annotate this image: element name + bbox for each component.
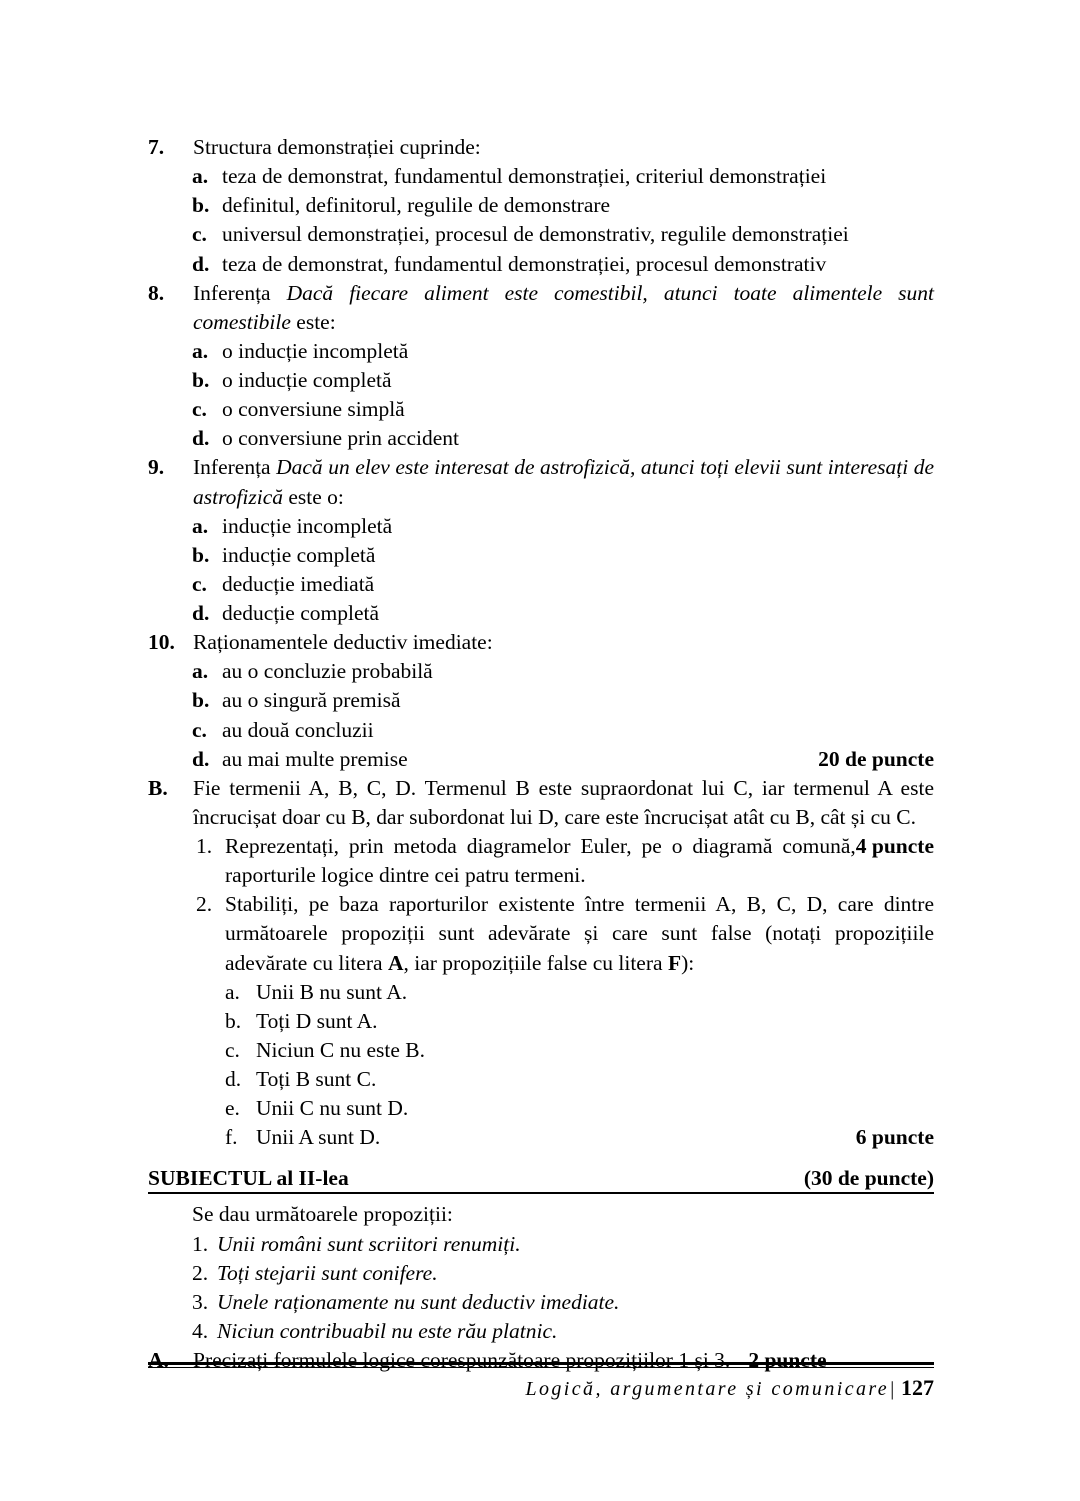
section-points: (30 de puncte) — [803, 1166, 934, 1191]
option-text: o conversiune prin accident — [222, 426, 460, 451]
subitem-marker: a. — [225, 979, 240, 1004]
subitem-text: Niciun C nu este B. — [256, 1037, 425, 1062]
option-marker: d. — [192, 426, 210, 451]
question-8-number: 8. — [148, 280, 165, 305]
option-marker: c. — [192, 397, 207, 422]
question-10 — [148, 628, 934, 657]
option-text: universul demonstrației, procesul de demonstrativ, regulile demonstrației — [222, 222, 849, 247]
question-7-stem: Structura demonstrației cuprinde: — [193, 135, 481, 159]
question-9-option-c — [192, 570, 934, 599]
option-text: au o singură premisă — [222, 688, 401, 713]
subitem-text: Toți B sunt C. — [256, 1067, 377, 1091]
option-text: teza de demonstrat, fundamentul demonstrației, procesul demonstrativ — [222, 251, 827, 276]
part-b-subitem-e — [225, 1094, 934, 1123]
question-7-option-d — [192, 250, 934, 279]
points-badge: 4 puncte — [855, 834, 934, 858]
question-10-stem: Raționamentele deductiv imediate: — [193, 630, 493, 655]
question-9-number: 9. — [148, 455, 165, 480]
proposition-marker: 4. — [192, 1318, 209, 1343]
proposition-marker: 2. — [192, 1260, 209, 1285]
page-footer — [148, 1362, 934, 1401]
subitem-marker: d. — [225, 1067, 242, 1091]
option-marker: b. — [192, 193, 210, 218]
sub-item-pre: Stabiliți, pe baza raporturilor existente între termenii A, B, C, D, care dintre următoarele propoziții sunt adevărate și care sunt false (notați propozițiile adevărate cu litera — [225, 892, 934, 975]
question-10-option-d — [192, 745, 934, 774]
question-9 — [148, 453, 934, 511]
proposition-3 — [192, 1288, 934, 1317]
option-text: au o concluzie probabilă — [222, 659, 433, 684]
footer-title: Logică, argumentare și comunicare| — [525, 1378, 897, 1400]
part-b-item-2 — [196, 890, 934, 977]
subitem-text: Toți D sunt A. — [256, 1008, 378, 1033]
stem-pre: Inferența — [193, 455, 277, 480]
question-8-stem — [193, 279, 934, 337]
section-heading-subiectul-2 — [148, 1166, 934, 1194]
part-b-intro: Fie termenii A, B, C, D. Termenul B este supraordonat lui C, iar termenul A este încrucișat doar cu B, dar subordonat lui D, care este încrucișat atât cu B, cât și cu C. — [193, 775, 934, 829]
footer-caption — [148, 1375, 934, 1401]
option-text: deducție completă — [222, 601, 379, 625]
question-8-option-c — [192, 395, 934, 424]
option-marker: c. — [192, 222, 207, 247]
literal-a: A — [387, 950, 404, 975]
option-marker: d. — [192, 601, 210, 625]
page-content — [148, 133, 934, 1375]
option-marker: a. — [192, 164, 209, 189]
subitem-text: Unii B nu sunt A. — [256, 979, 408, 1004]
part-b-item-1 — [196, 832, 934, 890]
option-marker: a. — [192, 513, 209, 538]
option-text: au două concluzii — [222, 717, 374, 742]
subitem-text-with-points — [256, 1123, 934, 1152]
proposition-text: Unele raționamente nu sunt deductiv imediate. — [217, 1289, 620, 1314]
stem-post: este o: — [283, 484, 344, 509]
option-text: teza de demonstrat, fundamentul demonstrației, criteriul demonstrației — [222, 164, 827, 189]
question-10-option-c — [192, 716, 934, 745]
sub-item-marker: 2. — [196, 892, 213, 917]
option-text: definitul, definitorul, regulile de demonstrare — [222, 193, 611, 218]
question-7 — [148, 133, 934, 162]
part-b-subitem-c — [225, 1036, 934, 1065]
subitem-marker: e. — [225, 1096, 240, 1121]
section-title: SUBIECTUL al II-lea — [148, 1166, 349, 1191]
option-text: inducție incompletă — [222, 513, 393, 538]
subitem-marker: f. — [225, 1125, 238, 1150]
part-b-subitem-b — [225, 1007, 934, 1036]
subitem-marker: b. — [225, 1008, 242, 1033]
question-7-number: 7. — [148, 135, 165, 159]
footer-divider — [148, 1362, 934, 1368]
option-text: o conversiune simplă — [222, 397, 405, 422]
question-10-option-b — [192, 686, 934, 715]
literal-f: F — [667, 950, 682, 975]
question-8-option-b — [192, 366, 934, 395]
question-7-option-a — [192, 162, 934, 191]
proposition-2 — [192, 1259, 934, 1288]
sub-item-post: ): — [681, 950, 695, 975]
stem-pre: Inferența — [193, 280, 287, 305]
option-text: inducție completă — [222, 542, 376, 567]
sub-item-text — [225, 890, 934, 977]
option-marker: d. — [192, 746, 210, 771]
part-b-subitem-d — [225, 1065, 934, 1094]
sub-item-marker: 1. — [196, 834, 213, 858]
points-badge: 2 puncte — [748, 1348, 827, 1372]
stem-italic: Dacă fiecare aliment este comestibil, atunci toate alimentele sunt comestibile — [193, 280, 934, 334]
task-a-text: Precizați formulele logice corespunzătoare propozițiilor 1 și 3. — [193, 1348, 731, 1372]
proposition-text: Toți stejarii sunt conifere. — [217, 1260, 438, 1285]
part-b — [148, 774, 934, 832]
question-9-option-d — [192, 599, 934, 628]
question-7-option-c — [192, 220, 934, 249]
question-10-option-a — [192, 657, 934, 686]
question-8-option-d — [192, 424, 934, 453]
sub-item-text — [225, 832, 934, 890]
option-marker: b. — [192, 368, 210, 392]
part-b-subitem-a — [225, 978, 934, 1007]
part-b-marker: B. — [148, 775, 168, 800]
page-number: 127 — [901, 1375, 934, 1400]
option-text-with-points — [222, 745, 934, 774]
task-a-marker: A. — [148, 1348, 169, 1372]
option-marker: d. — [192, 251, 210, 276]
part-b-subitem-f — [225, 1123, 934, 1152]
question-8 — [148, 279, 934, 337]
proposition-text: Niciun contribuabil nu este rău platnic. — [217, 1318, 558, 1343]
points-badge: 20 de puncte — [818, 746, 934, 771]
question-9-stem — [193, 453, 934, 511]
sub-item-body: Reprezentați, prin metoda diagramelor Euler, pe o diagramă comună, raporturile logice dintre cei patru termeni. — [225, 834, 856, 888]
option-marker: a. — [192, 659, 209, 684]
subject-2-lead: Se dau următoarele propoziții: — [192, 1202, 453, 1227]
subitem-text: Unii A sunt D. — [256, 1125, 381, 1150]
option-marker: b. — [192, 688, 210, 713]
option-text: deducție imediată — [222, 571, 375, 596]
proposition-1 — [192, 1230, 934, 1259]
points-badge: 6 puncte — [855, 1125, 934, 1150]
proposition-text: Unii români sunt scriitori renumiți. — [217, 1231, 521, 1256]
stem-post: este: — [290, 309, 336, 334]
question-9-option-a — [192, 512, 934, 541]
option-marker: c. — [192, 571, 207, 596]
question-10-number: 10. — [148, 630, 175, 655]
sub-item-mid: , iar propozițiile false cu litera — [403, 950, 668, 975]
option-marker: a. — [192, 338, 209, 363]
stem-italic: Dacă un elev este interesat de astrofizică, atunci toți elevii sunt interesați de astrofizică — [193, 455, 934, 509]
proposition-marker: 1. — [192, 1231, 209, 1256]
subitem-marker: c. — [225, 1037, 240, 1062]
option-marker: c. — [192, 717, 207, 742]
question-9-option-b — [192, 541, 934, 570]
option-text: au mai multe premise — [222, 746, 408, 771]
subitem-text: Unii C nu sunt D. — [256, 1096, 409, 1121]
option-text: o inducție completă — [222, 368, 392, 392]
option-text: o inducție incompletă — [222, 338, 409, 363]
proposition-marker: 3. — [192, 1289, 209, 1314]
proposition-4 — [192, 1317, 934, 1346]
question-8-option-a — [192, 337, 934, 366]
option-marker: b. — [192, 542, 210, 567]
question-7-option-b — [192, 191, 934, 220]
